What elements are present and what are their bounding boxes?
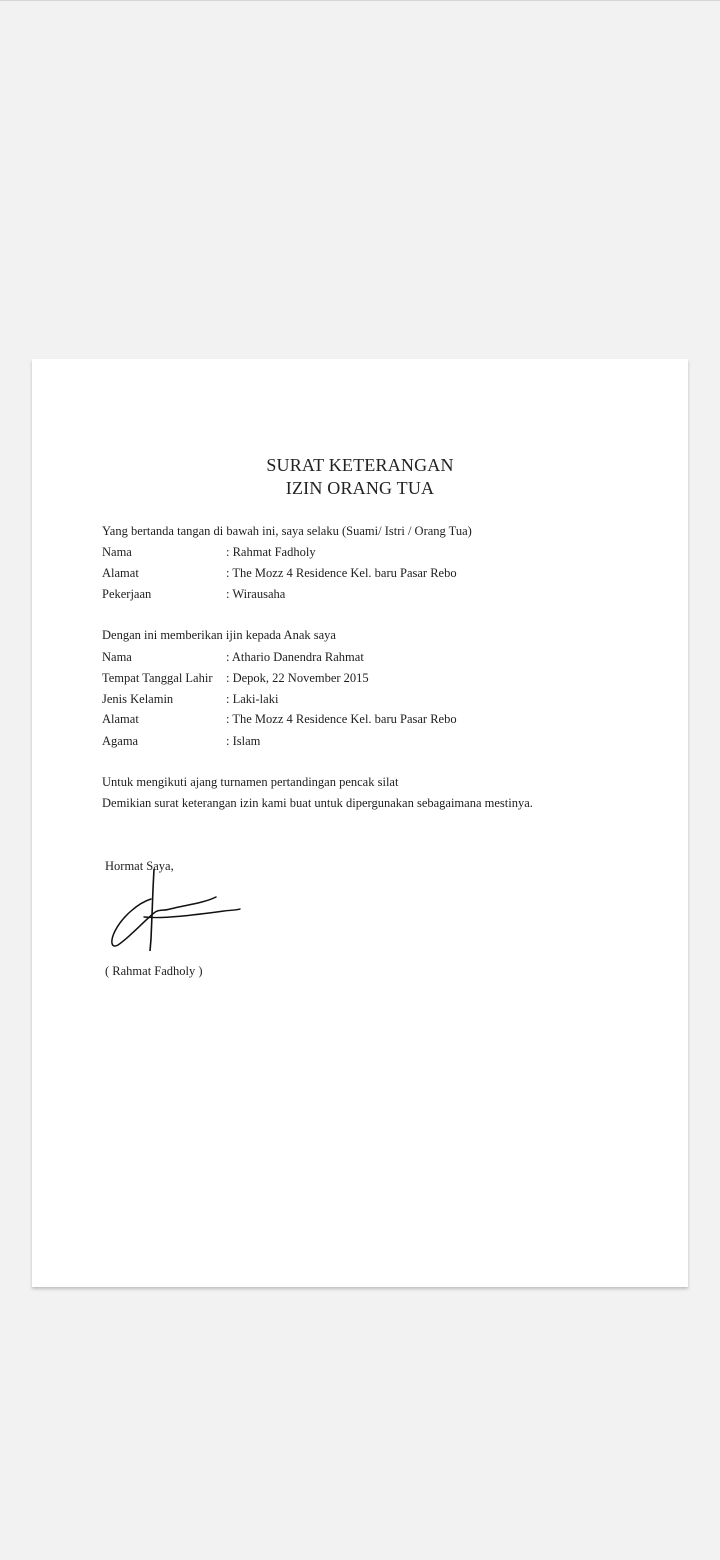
parent-name-value: : Rahmat Fadholy (226, 545, 316, 559)
document-page (32, 359, 688, 1287)
child-name-value: : Athario Danendra Rahmat (226, 650, 364, 664)
child-gender-label: Jenis Kelamin (102, 692, 174, 706)
child-address-label: Alamat (102, 712, 139, 726)
child-religion-value: : Islam (226, 734, 261, 748)
child-birth-value: : Depok, 22 November 2015 (226, 671, 369, 685)
parent-occupation-label: Pekerjaan (102, 587, 152, 601)
intro-text: Yang bertanda tangan di bawah ini, saya selaku (Suami/ Istri / Orang Tua) (102, 524, 472, 538)
parent-address-label: Alamat (102, 566, 139, 580)
parent-name-label: Nama (102, 545, 132, 559)
salutation-text: Hormat Saya, (105, 859, 174, 873)
child-address-value: : The Mozz 4 Residence Kel. baru Pasar Rebo (226, 712, 457, 726)
letter-title: SURAT KETERANGAN (266, 455, 454, 475)
letter-subtitle: IZIN ORANG TUA (285, 478, 435, 498)
handwritten-signature (104, 869, 244, 951)
child-religion-label: Agama (102, 734, 139, 748)
parent-address-value: : The Mozz 4 Residence Kel. baru Pasar Rebo (226, 566, 457, 580)
child-gender-value: : Laki-laki (226, 692, 279, 706)
child-name-label: Nama (102, 650, 132, 664)
closing-text: Demikian surat keterangan izin kami buat untuk dipergunakan sebagaimana mestinya. (102, 796, 533, 810)
signer-name: ( Rahmat Fadholy ) (105, 964, 203, 978)
purpose-text: Untuk mengikuti ajang turnamen pertandingan pencak silat (102, 775, 399, 789)
child-birth-label: Tempat Tanggal Lahir (102, 671, 213, 685)
child-intro-text: Dengan ini memberikan ijin kepada Anak saya (102, 628, 336, 642)
parent-occupation-value: : Wirausaha (226, 587, 286, 601)
